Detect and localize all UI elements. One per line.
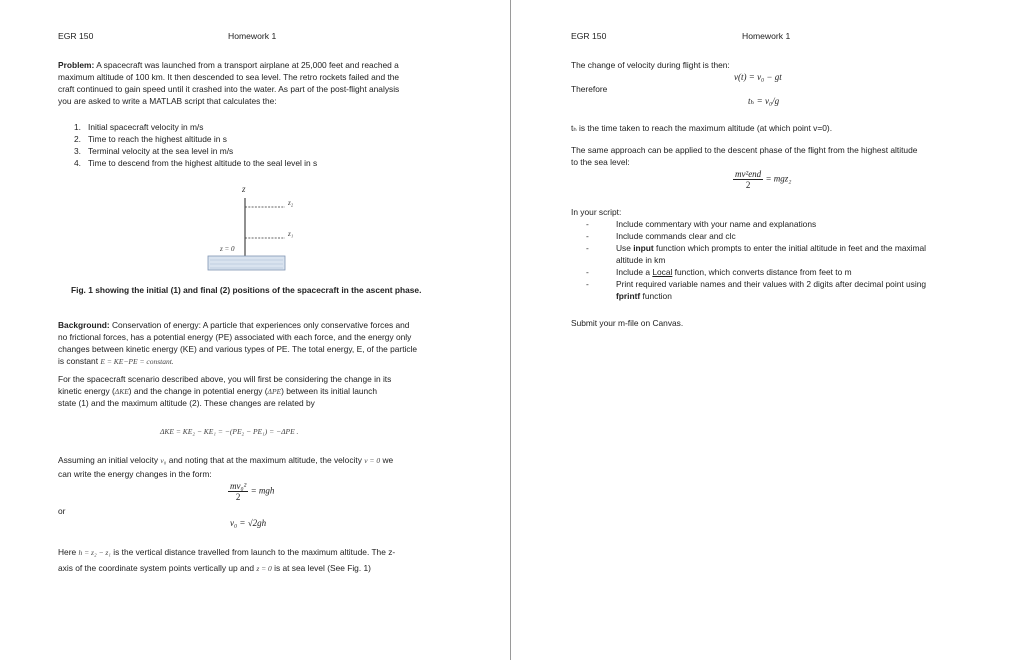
kinetic-potential-equation: $\frac{\text{mv₀²}}{2}$ = mgh bbox=[230, 481, 275, 502]
assume-line-1: Assuming an initial velocity v₀ and noting that at the maximum altitude, the velocity v = 0 we bbox=[58, 455, 394, 465]
problem-line-3: craft continued to gain speed until it crashed into the water. As part of the post-flight analysis bbox=[58, 84, 400, 94]
v-zero-symbol: v = 0 bbox=[364, 456, 381, 465]
left-page bbox=[0, 0, 510, 660]
delta-pe-symbol: ΔPE bbox=[267, 387, 282, 396]
right-page: EGR 150 Homework 1 The change of velocity during flight is then: v(t) = v₀ − gt Therefore tₕ = v₀/g tₕ is the time taken to reach the maximum altitude (at which point v=0). The same approach can be applied to the descent phase of the flight from the highest altitude to the sea level: $\frac{\text{mv²end}}{2}$ = mgz₂ In your script: - Include commentary with your name and explanations - Include commands clear and clc - Use input function which prompts to enter the initial altitude in feet and the maximal altitude in km - Include a Local function, which converts distance from feet to m - Print required variable names and their values with 2 digits after decimal point using fprintf function Submit your m-file on Canvas. bbox=[512, 0, 1024, 660]
problem-label: Problem: bbox=[58, 60, 95, 70]
energy-relation-equation: ΔKE = KE₂ − KE₁ = −(PE₂ − PE₁) = −ΔPE . bbox=[160, 427, 299, 436]
z-zero-symbol: z = 0 bbox=[256, 564, 272, 573]
descent-energy-equation: $\frac{\text{mv²end}}{2}$ = mgz₂ bbox=[735, 169, 792, 190]
problem-line-4: you are asked to write a MATLAB script that calculates the: bbox=[58, 96, 277, 106]
scenario-line-3: state (1) and the maximum altitude (2). These changes are related by bbox=[58, 398, 315, 408]
same-approach-line-1: The same approach can be applied to the descent phase of the flight from the highest altitude bbox=[571, 145, 918, 155]
time-to-max-equation: tₕ = v₀/g bbox=[748, 96, 780, 106]
figure-z-axis-label: z bbox=[242, 184, 246, 194]
same-approach-line-2: to the sea level: bbox=[571, 157, 630, 167]
velocity-change-line: The change of velocity during flight is then: bbox=[571, 60, 730, 70]
left-course-header: EGR 150 bbox=[58, 31, 94, 41]
spacecraft-position-figure bbox=[200, 180, 310, 275]
or-label: or bbox=[58, 506, 66, 516]
script-intro: In your script: bbox=[571, 207, 622, 217]
background-label: Background: bbox=[58, 320, 110, 330]
here-line-2: axis of the coordinate system points vertically up and z = 0 is at sea level (See Fig. 1) bbox=[58, 563, 371, 573]
scenario-line-1: For the spacecraft scenario described above, you will first be considering the change in its bbox=[58, 374, 392, 384]
energy-constant-equation: E = KE−PE = constant. bbox=[100, 357, 174, 366]
list-item: 1. Initial spacecraft velocity in m/s bbox=[74, 122, 204, 132]
figure-z0-label: z = 0 bbox=[220, 245, 235, 253]
assume-line-2: can write the energy changes in the form: bbox=[58, 469, 212, 479]
list-item: 3. Terminal velocity at the sea level in m/s bbox=[74, 146, 234, 156]
problem-line-2: maximum altitude of 100 km. It then descended to sea level. The retro rockets failed and the bbox=[58, 72, 400, 82]
background-line-1: Background: Conservation of energy: A particle that experiences only conservative forces and bbox=[58, 320, 410, 330]
v0-symbol: v₀ bbox=[160, 456, 167, 465]
here-line-1: Here h = z₂ − z₁ is the vertical distance travelled from launch to the maximum altitude. The z- bbox=[58, 547, 396, 557]
page-divider bbox=[510, 0, 511, 660]
background-line-3: changes between kinetic energy (KE) and various types of PE. The total energy, E, of the particle bbox=[58, 344, 418, 354]
problem-line-1: Problem: A spacecraft was launched from a transport airplane at 25,000 feet and reached a bbox=[58, 60, 399, 70]
submit-instruction: Submit your m-file on Canvas. bbox=[571, 318, 684, 328]
list-item: 2. Time to reach the highest altitude in s bbox=[74, 134, 227, 144]
right-homework-header: Homework 1 bbox=[742, 31, 791, 41]
delta-ke-symbol: ΔKE bbox=[114, 387, 129, 396]
left-homework-header: Homework 1 bbox=[228, 31, 277, 41]
background-line-2: no frictional forces, has a potential energy (PE) associated with each force, and the energy only bbox=[58, 332, 412, 342]
background-line-4: is constant E = KE−PE = constant. bbox=[58, 356, 174, 366]
list-item: 4. Time to descend from the highest altitude to the seal level in s bbox=[74, 158, 318, 168]
therefore-label: Therefore bbox=[571, 84, 608, 94]
velocity-time-equation: v(t) = v₀ − gt bbox=[734, 72, 782, 82]
figure-caption: Fig. 1 showing the initial (1) and final (2) positions of the spacecraft in the ascent phase. bbox=[71, 285, 422, 295]
scenario-line-2: kinetic energy (ΔKE) and the change in potential energy (ΔPE) between its initial launch bbox=[58, 386, 378, 396]
figure-z1-label: z₁ bbox=[288, 230, 294, 238]
right-course-header: EGR 150 bbox=[571, 31, 607, 41]
figure-z2-label: z₂ bbox=[288, 199, 294, 207]
initial-velocity-equation: v₀ = √2gh bbox=[230, 518, 267, 528]
th-definition-line: tₕ is the time taken to reach the maximum altitude (at which point v=0). bbox=[571, 123, 833, 133]
h-definition: h = z₂ − z₁ bbox=[78, 548, 111, 557]
